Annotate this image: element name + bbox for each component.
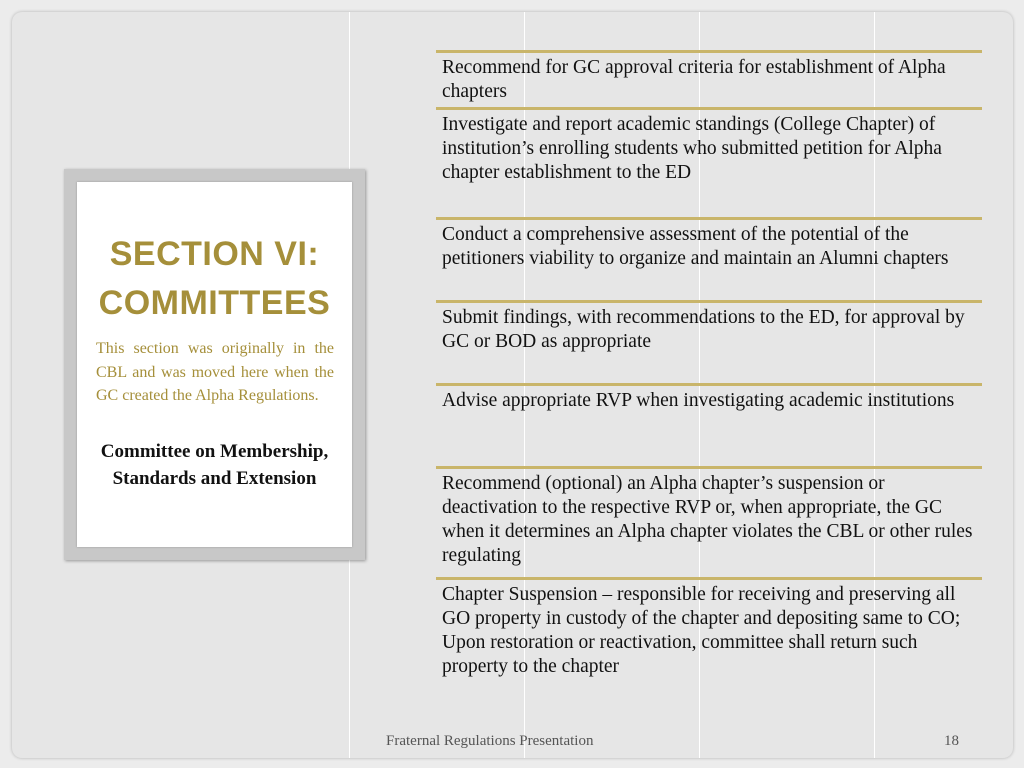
duty-text: Recommend for GC approval criteria for establishment of Alpha chapters xyxy=(442,57,946,102)
committee-name: Committee on Membership, Standards and Extension xyxy=(100,441,329,489)
duty-row xyxy=(436,107,982,217)
duty-row xyxy=(436,300,982,383)
duties-table xyxy=(436,50,982,707)
title-card xyxy=(77,182,352,547)
duty-text: Conduct a comprehensive assessment of the potential of the petitioners viability to organize and maintain an Alumni chapters xyxy=(442,224,949,269)
duty-row xyxy=(436,217,982,300)
duty-text: Investigate and report academic standings (College Chapter) of institution’s enrolling students who submitted petition for Alpha chapter establishment to the ED xyxy=(442,114,942,183)
title-frame xyxy=(64,169,365,560)
duty-text: Chapter Suspension – responsible for receiving and preserving all GO property in custody of the chapter and depositing same to CO; Upon restoration or reactivation, committee shall return such property to the chapter xyxy=(442,584,961,677)
page-number: 18 xyxy=(944,733,959,749)
duty-row xyxy=(436,466,982,577)
duty-row xyxy=(436,577,982,707)
duty-text: Submit findings, with recommendations to the ED, for approval by GC or BOD as appropriate xyxy=(442,307,965,352)
duty-row xyxy=(436,50,982,107)
footer-presentation-title: Fraternal Regulations Presentation xyxy=(386,733,594,749)
duty-text: Recommend (optional) an Alpha chapter’s suspension or deactivation to the respective RVP or, when appropriate, the GC when it determines an Alpha chapter violates the CBL or other rules regulating xyxy=(442,473,973,566)
duty-row xyxy=(436,383,982,466)
section-description: This section was originally in the CBL and was moved here when the GC created the Alpha Regulations. xyxy=(96,340,334,404)
duty-text: Advise appropriate RVP when investigating academic institutions xyxy=(442,390,955,411)
slide xyxy=(12,12,1013,758)
section-title: SECTION VI: COMMITTEES xyxy=(98,235,331,322)
